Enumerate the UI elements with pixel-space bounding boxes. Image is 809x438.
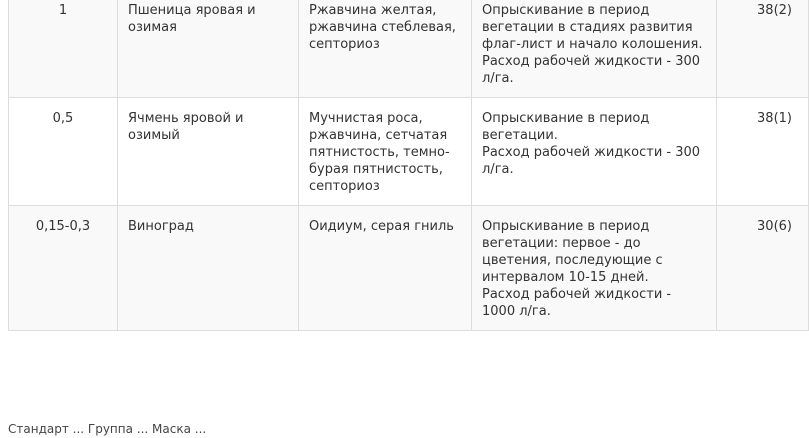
pest-cell: Мучнистая роса, ржавчина, сетчатая пятнистость, темно-бурая пятнистость, септориоз	[299, 98, 472, 206]
wait-cell: 38(1)	[717, 98, 809, 206]
wait-cell: 38(2)	[717, 0, 809, 98]
rate-cell: 1	[9, 0, 118, 98]
table-row	[9, 98, 809, 206]
method-text: Опрыскивание в период вегетации в стадиях развития флаг-лист и начало колошения. Расход рабочей жидкости - 300 л/га.	[482, 3, 703, 86]
pest-cell: Ржавчина желтая, ржавчина стеблевая, септориоз	[299, 0, 472, 98]
method-cell	[472, 98, 717, 206]
rate-cell: 0,15-0,3	[9, 206, 118, 331]
crop-cell: Виноград	[118, 206, 299, 331]
crop-cell: Пшеница яровая и озимая	[118, 0, 299, 98]
wait-cell: 30(6)	[717, 206, 809, 331]
regulations-table	[8, 0, 809, 331]
method-text: Опрыскивание в период вегетации: первое - до цветения, последующие с интервалом 10-15 дней. Расход рабочей жидкости - 1000 л/га.	[482, 219, 672, 319]
rate-cell: 0,5	[9, 98, 118, 206]
crop-cell: Ячмень яровой и озимый	[118, 98, 299, 206]
pest-cell: Оидиум, серая гниль	[299, 206, 472, 331]
table-row	[9, 206, 809, 331]
method-cell	[472, 206, 717, 331]
table-row	[9, 0, 809, 98]
method-cell	[472, 0, 717, 98]
method-text: Опрыскивание в период вегетации. Расход рабочей жидкости - 300 л/га.	[482, 111, 701, 177]
footer-clipped-text: Стандарт ... Группа ... Маска ...	[8, 422, 207, 436]
